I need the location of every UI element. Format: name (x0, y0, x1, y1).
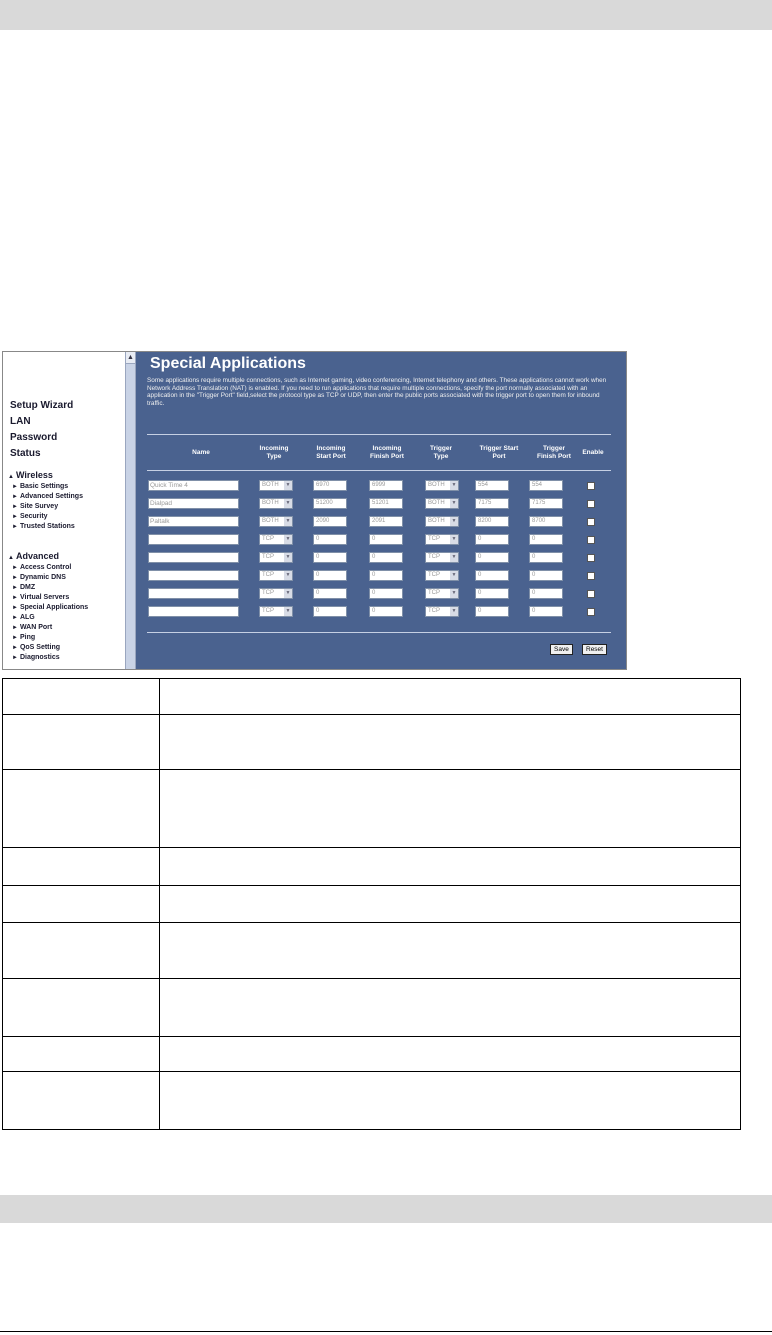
table-row (3, 679, 741, 715)
scroll-up-icon[interactable]: ▲ (126, 352, 135, 364)
select-value: TCP (262, 572, 274, 578)
trigger-start-port-input[interactable]: 7175 (475, 498, 509, 509)
name-input[interactable]: Paltalk (148, 516, 239, 527)
incoming-finish-port-input[interactable]: 0 (369, 534, 403, 545)
parameter-table (2, 678, 741, 1130)
divider (147, 434, 611, 435)
nav-item-label: QoS Setting (19, 644, 61, 651)
incoming-finish-port-input[interactable]: 51201 (369, 498, 403, 509)
scrollbar[interactable] (125, 352, 136, 669)
select-value: TCP (428, 536, 440, 542)
trigger-type-select[interactable] (425, 534, 459, 545)
triangle-up-icon: ▲ (8, 555, 14, 561)
nav-trusted-stations[interactable] (12, 523, 75, 530)
incoming-finish-port-input[interactable]: 2091 (369, 516, 403, 527)
table-cell (160, 679, 741, 715)
incoming-start-port-input[interactable]: 0 (313, 606, 347, 617)
trigger-type-select[interactable] (425, 516, 459, 527)
name-input[interactable] (148, 570, 239, 581)
col-header-line: Trigger Start (479, 445, 519, 452)
table-cell (3, 886, 160, 923)
chevron-down-icon: ▼ (285, 590, 291, 596)
nav-diagnostics[interactable] (12, 654, 60, 661)
triangle-right-icon: ► (12, 585, 18, 591)
select-value: BOTH (262, 482, 279, 488)
incoming-start-port-input[interactable]: 2090 (313, 516, 347, 527)
nav-advanced-settings[interactable] (12, 493, 83, 500)
trigger-start-port-input[interactable]: 0 (475, 570, 509, 581)
trigger-finish-port-input[interactable]: 0 (529, 570, 563, 581)
divider (147, 632, 611, 633)
trigger-type-select[interactable] (425, 552, 459, 563)
main-panel (136, 352, 626, 669)
table-cell (3, 848, 160, 886)
incoming-start-port-input[interactable]: 0 (313, 570, 347, 581)
incoming-finish-port-input[interactable]: 0 (369, 552, 403, 563)
triangle-right-icon: ► (12, 635, 18, 641)
nav-section-wireless[interactable] (8, 470, 53, 480)
triangle-right-icon: ► (12, 645, 18, 651)
page-description: Some applications require multiple connections, such as Internet gaming, video conferencing, Internet telephony and others. These applications cannot work when Network Address Translation (NAT) is enabled. If you need to run applications that require multiple connections, specify the port normally associated with an application in the "Trigger Port" field,select the protocol type as TCP or UDP, then enter the public ports associated with the trigger port to open them for inbound traffic. (147, 377, 607, 407)
nav-section-advanced[interactable] (8, 551, 59, 561)
col-header-incoming-start (308, 445, 354, 461)
chevron-down-icon: ▼ (451, 500, 457, 506)
table-row (3, 848, 741, 886)
nav-wan-port[interactable] (12, 624, 52, 631)
select-value: TCP (428, 608, 440, 614)
nav-access-control[interactable] (12, 564, 71, 571)
table-cell (160, 979, 741, 1037)
nav-alg[interactable] (12, 614, 35, 621)
triangle-right-icon: ► (12, 575, 18, 581)
incoming-type-select[interactable] (259, 480, 293, 491)
table-row (3, 1037, 741, 1072)
col-header-line: Trigger (542, 445, 566, 452)
col-header-line: Incoming (316, 445, 346, 452)
nav-qos-setting[interactable] (12, 644, 60, 651)
table-cell (3, 770, 160, 848)
incoming-type-select[interactable] (259, 498, 293, 509)
table-row (136, 570, 626, 582)
trigger-type-select[interactable] (425, 588, 459, 599)
chevron-down-icon: ▼ (451, 572, 457, 578)
col-header-line: Type (433, 453, 449, 460)
enable-checkbox[interactable] (587, 554, 595, 562)
trigger-finish-port-input[interactable]: 8700 (529, 516, 563, 527)
triangle-right-icon: ► (12, 605, 18, 611)
enable-checkbox[interactable] (587, 572, 595, 580)
trigger-finish-port-input[interactable]: 554 (529, 480, 563, 491)
table-row (3, 770, 741, 848)
triangle-right-icon: ► (12, 504, 18, 510)
triangle-right-icon: ► (12, 514, 18, 520)
incoming-finish-port-input[interactable]: 0 (369, 570, 403, 581)
nav-security[interactable] (12, 513, 48, 520)
select-value: TCP (262, 536, 274, 542)
trigger-finish-port-input[interactable]: 0 (529, 588, 563, 599)
table-row (3, 923, 741, 979)
triangle-right-icon: ► (12, 655, 18, 661)
col-header-trigger-type (421, 445, 461, 461)
col-header-enable: Enable (582, 449, 604, 456)
page-title: Special Applications (150, 355, 306, 372)
col-header-line: Incoming (259, 445, 289, 452)
nav-site-survey[interactable] (12, 503, 58, 510)
select-value: BOTH (262, 518, 279, 524)
select-value: TCP (428, 590, 440, 596)
chevron-down-icon: ▼ (451, 590, 457, 596)
nav-virtual-servers[interactable] (12, 594, 69, 601)
name-input[interactable] (148, 552, 239, 563)
name-input[interactable] (148, 606, 239, 617)
nav-item-label: Virtual Servers (19, 594, 70, 601)
nav-item-label: ALG (19, 614, 35, 621)
reset-button[interactable]: Reset (582, 644, 607, 655)
select-value: BOTH (428, 500, 445, 506)
save-button[interactable]: Save (550, 644, 573, 655)
table-cell (160, 1072, 741, 1130)
nav-item-label: DMZ (19, 584, 36, 591)
nav-dmz[interactable] (12, 584, 35, 591)
nav-item-label: Basic Settings (19, 483, 69, 490)
nav-item-label: Dynamic DNS (19, 574, 66, 581)
chevron-down-icon: ▼ (285, 572, 291, 578)
table-cell (160, 770, 741, 848)
chevron-down-icon: ▼ (451, 536, 457, 542)
incoming-start-port-input[interactable]: 0 (313, 552, 347, 563)
trigger-start-port-input[interactable]: 8200 (475, 516, 509, 527)
table-row (136, 480, 626, 492)
select-value: BOTH (428, 518, 445, 524)
nav-special-applications[interactable] (12, 604, 88, 611)
incoming-type-select[interactable] (259, 516, 293, 527)
incoming-type-select[interactable] (259, 552, 293, 563)
triangle-up-icon: ▲ (8, 474, 14, 480)
incoming-type-select[interactable] (259, 570, 293, 581)
col-header-line: Finish Port (537, 453, 571, 460)
trigger-finish-port-input[interactable]: 0 (529, 552, 563, 563)
chevron-down-icon: ▼ (451, 554, 457, 560)
nav-dynamic-dns[interactable] (12, 574, 66, 581)
table-cell (160, 715, 741, 770)
trigger-type-select[interactable] (425, 606, 459, 617)
select-value: BOTH (262, 500, 279, 506)
table-row (3, 886, 741, 923)
footer-rule (0, 1331, 772, 1332)
col-header-line: Incoming (372, 445, 402, 452)
incoming-start-port-input[interactable]: 0 (313, 534, 347, 545)
table-cell (3, 715, 160, 770)
nav-item-label: Diagnostics (19, 654, 60, 661)
divider (147, 470, 611, 471)
incoming-start-port-input[interactable]: 0 (313, 588, 347, 599)
chevron-down-icon: ▼ (285, 554, 291, 560)
chevron-down-icon: ▼ (285, 482, 291, 488)
trigger-start-port-input[interactable]: 0 (475, 552, 509, 563)
col-header-line: Start Port (316, 453, 346, 460)
enable-checkbox[interactable] (587, 518, 595, 526)
nav-item-label: Access Control (19, 564, 72, 571)
select-value: TCP (262, 608, 274, 614)
trigger-type-select[interactable] (425, 480, 459, 491)
trigger-start-port-input[interactable]: 0 (475, 588, 509, 599)
select-value: TCP (428, 572, 440, 578)
triangle-right-icon: ► (12, 615, 18, 621)
col-header-line: Finish Port (370, 453, 404, 460)
nav-item-label: Security (19, 513, 48, 520)
col-header-incoming-type (254, 445, 294, 461)
triangle-right-icon: ► (12, 625, 18, 631)
nav-item-label: Special Applications (19, 604, 89, 611)
col-header-trigger-finish (529, 445, 579, 461)
col-header-name: Name (192, 449, 210, 456)
chevron-down-icon: ▼ (285, 518, 291, 524)
col-header-incoming-finish (364, 445, 410, 461)
table-cell (160, 886, 741, 923)
chevron-down-icon: ▼ (285, 536, 291, 542)
incoming-type-select[interactable] (259, 606, 293, 617)
table-cell (160, 923, 741, 979)
table-row (136, 516, 626, 528)
incoming-finish-port-input[interactable]: 0 (369, 606, 403, 617)
col-header-line: Port (492, 453, 506, 460)
enable-checkbox[interactable] (587, 500, 595, 508)
triangle-right-icon: ► (12, 484, 18, 490)
nav-item-label: Advanced Settings (19, 493, 83, 500)
col-header-trigger-start (471, 445, 527, 461)
table-cell (3, 923, 160, 979)
enable-checkbox[interactable] (587, 536, 595, 544)
incoming-finish-port-input[interactable]: 0 (369, 588, 403, 599)
table-cell (3, 979, 160, 1037)
chevron-down-icon: ▼ (451, 518, 457, 524)
triangle-right-icon: ► (12, 494, 18, 500)
nav-section-label: Advanced (15, 551, 59, 561)
nav-password[interactable]: Password (10, 432, 58, 443)
nav-setup-wizard[interactable]: Setup Wizard (10, 400, 74, 411)
trigger-start-port-input[interactable]: 0 (475, 606, 509, 617)
nav-ping[interactable] (12, 634, 35, 641)
incoming-start-port-input[interactable]: 6970 (313, 480, 347, 491)
triangle-right-icon: ► (12, 524, 18, 530)
select-value: TCP (428, 554, 440, 560)
trigger-start-port-input[interactable]: 554 (475, 480, 509, 491)
incoming-finish-port-input[interactable]: 6999 (369, 480, 403, 491)
nav-section-label: Wireless (15, 470, 53, 480)
triangle-right-icon: ► (12, 595, 18, 601)
trigger-finish-port-input[interactable]: 7175 (529, 498, 563, 509)
table-cell (160, 1037, 741, 1072)
select-value: TCP (262, 554, 274, 560)
chevron-down-icon: ▼ (451, 482, 457, 488)
nav-status[interactable]: Status (10, 448, 41, 459)
nav-item-label: Ping (19, 634, 36, 641)
chevron-down-icon: ▼ (451, 608, 457, 614)
triangle-right-icon: ► (12, 565, 18, 571)
table-row (136, 552, 626, 564)
table-cell (3, 1072, 160, 1130)
table-cell (3, 1037, 160, 1072)
section-band (0, 1195, 772, 1223)
chevron-down-icon: ▼ (285, 500, 291, 506)
table-row (136, 606, 626, 618)
col-header-line: Trigger (429, 445, 453, 452)
trigger-start-port-input[interactable]: 0 (475, 534, 509, 545)
name-input[interactable]: Dialpad (148, 498, 239, 509)
sidebar (3, 352, 125, 669)
trigger-finish-port-input[interactable]: 0 (529, 606, 563, 617)
table-row (3, 715, 741, 770)
table-row (136, 588, 626, 600)
trigger-type-select[interactable] (425, 570, 459, 581)
table-row (136, 534, 626, 546)
enable-checkbox[interactable] (587, 590, 595, 598)
trigger-type-select[interactable] (425, 498, 459, 509)
incoming-start-port-input[interactable]: 51200 (313, 498, 347, 509)
nav-item-label: Site Survey (19, 503, 59, 510)
table-cell (160, 848, 741, 886)
nav-item-label: Trusted Stations (19, 523, 75, 530)
table-row (136, 498, 626, 510)
select-value: TCP (262, 590, 274, 596)
nav-item-label: WAN Port (19, 624, 53, 631)
router-screenshot (2, 351, 627, 670)
name-input[interactable] (148, 588, 239, 599)
table-cell (3, 679, 160, 715)
select-value: BOTH (428, 482, 445, 488)
trigger-finish-port-input[interactable]: 0 (529, 534, 563, 545)
nav-lan[interactable]: LAN (10, 416, 31, 427)
col-header-line: Type (266, 453, 282, 460)
name-input[interactable] (148, 534, 239, 545)
enable-checkbox[interactable] (587, 482, 595, 490)
name-input[interactable]: Quick Time 4 (148, 480, 239, 491)
table-row (3, 1072, 741, 1130)
incoming-type-select[interactable] (259, 534, 293, 545)
nav-basic-settings[interactable] (12, 483, 68, 490)
enable-checkbox[interactable] (587, 608, 595, 616)
header-band (0, 0, 772, 30)
table-row (3, 979, 741, 1037)
chevron-down-icon: ▼ (285, 608, 291, 614)
incoming-type-select[interactable] (259, 588, 293, 599)
